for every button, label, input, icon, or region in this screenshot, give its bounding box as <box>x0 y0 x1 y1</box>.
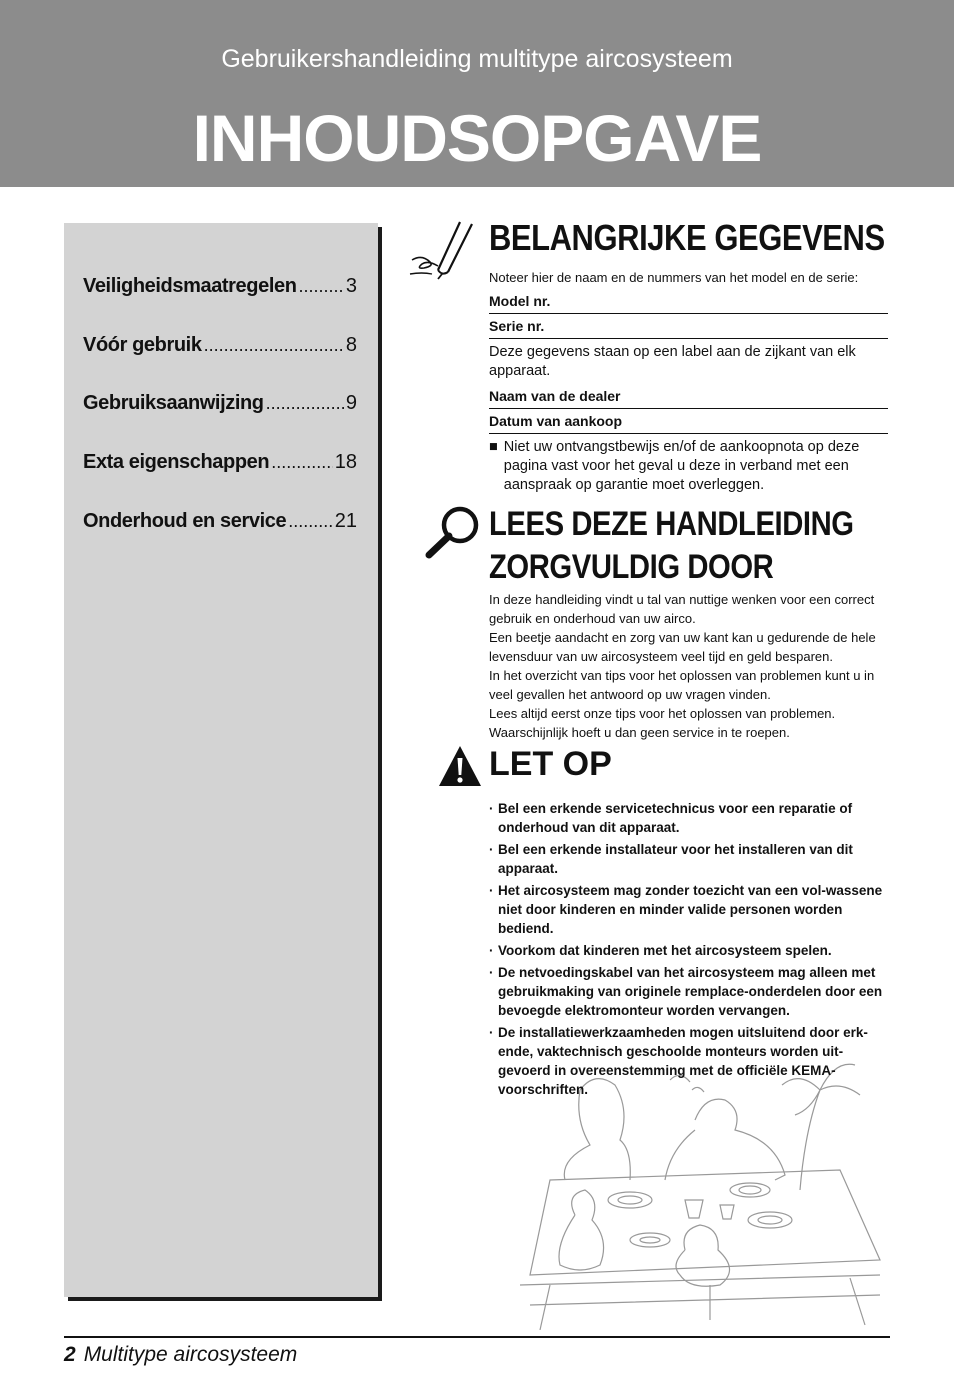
toc-item-label: Onderhoud en service <box>83 510 287 532</box>
toc-item-onderhoud[interactable] <box>83 510 357 533</box>
toc-item-eigenschappen[interactable] <box>83 451 357 474</box>
section-title-let-op: LET OP <box>489 745 612 783</box>
section-title-belangrijke-gegevens: BELANGRIJKE GEGEVENS <box>489 217 885 258</box>
toc-item-label: Vóór gebruik <box>83 334 202 356</box>
model-number-field: Model nr. <box>489 293 888 314</box>
pen-writing-icon <box>408 218 476 280</box>
toc-item-label: Gebruiksaanwijzing <box>83 392 264 414</box>
paragraph: In het overzicht van tips voor het oplossen van problemen kunt u in veel gevallen het antwoord op uw vragen vinden. <box>489 668 875 702</box>
toc-item-label: Exta eigenschappen <box>83 451 270 473</box>
warning-triangle-icon <box>437 744 483 788</box>
section-title-lees-line2: ZORGVULDIG DOOR <box>489 548 774 586</box>
header-banner <box>0 0 954 187</box>
toc-item-page: 18 <box>334 451 357 473</box>
square-bullet-icon: ■ <box>489 439 498 455</box>
caution-item: · Bel een erkende servicetechnicus voor een reparatie of onderhoud van dit apparaat. <box>489 799 894 837</box>
toc-item-page: 8 <box>345 334 357 356</box>
footer <box>64 1343 297 1367</box>
dealer-name-field: Naam van de dealer <box>489 388 888 409</box>
serial-number-field: Serie nr. <box>489 318 888 339</box>
caution-item: · Bel een erkende installateur voor het installeren van dit apparaat. <box>489 840 894 878</box>
toc-item-gebruiksaanwijzing[interactable] <box>83 392 357 415</box>
section-intro: Noteer hier de naam en de nummers van het model en de serie: <box>489 270 859 285</box>
caution-item: · Het aircosysteem mag zonder toezicht van een vol-wassene niet door kinderen en minder valide personen worden bediend. <box>489 881 894 938</box>
paragraph: Lees altijd eerst onze tips voor het oplossen van problemen. Waarschijnlijk hoeft u dan geen service in te roepen. <box>489 706 836 740</box>
caution-item: · Voorkom dat kinderen met het aircosysteem spelen. <box>489 941 894 960</box>
table-of-contents <box>64 223 378 1297</box>
paragraph: In deze handleiding vindt u tal van nuttige wenken voor een correct gebruik en onderhoud van uw airco. <box>489 592 875 626</box>
footer-text: Multitype aircosysteem <box>83 1343 298 1366</box>
footer-divider <box>64 1336 890 1338</box>
reading-advice <box>489 590 891 742</box>
magnifier-icon <box>424 505 482 559</box>
page-number: 2 <box>64 1343 76 1366</box>
purchase-date-field: Datum van aankoop <box>489 413 888 434</box>
caution-item: · De installatiewerkzaamheden mogen uitsluitend door erk-ende, vaktechnisch geschoolde monteurs worden uit-gevoerd in overeenstemming met de officiële KEMA-voorschriften. <box>489 1023 894 1099</box>
section-title-lees-line1: LEES DEZE HANDLEIDING <box>489 505 854 543</box>
toc-item-page: 3 <box>345 275 357 297</box>
toc-item-veiligheid[interactable] <box>83 275 357 298</box>
paragraph: Een beetje aandacht en zorg van uw kant kan u gedurende de hele levensduur van uw aircosysteem veel tijd en geld besparen. <box>489 630 876 664</box>
document-subtitle: Gebruikershandleiding multitype aircosysteem <box>221 45 733 73</box>
label-note: Deze gegevens staan op een label aan de zijkant van elk apparaat. <box>489 344 856 379</box>
toc-item-page: 21 <box>334 510 357 532</box>
toc-item-voor-gebruik[interactable] <box>83 334 357 357</box>
toc-item-label: Veiligheidsmaatregelen <box>83 275 297 297</box>
toc-item-page: 9 <box>345 392 357 414</box>
receipt-note-text: Niet uw ontvangstbewijs en/of de aankoopnota op deze pagina vast voor het geval u deze in verband met een aanspraak op garantie moet overleggen. <box>503 439 860 493</box>
receipt-note <box>489 438 889 495</box>
caution-list <box>489 799 894 1102</box>
page-title: INHOUDSOPGAVE <box>192 101 762 175</box>
caution-item: · De netvoedingskabel van het aircosysteem mag alleen met gebruikmaking van originele remplace-onderdelen door een bevoegde elektromonteur worden vervangen. <box>489 963 894 1020</box>
